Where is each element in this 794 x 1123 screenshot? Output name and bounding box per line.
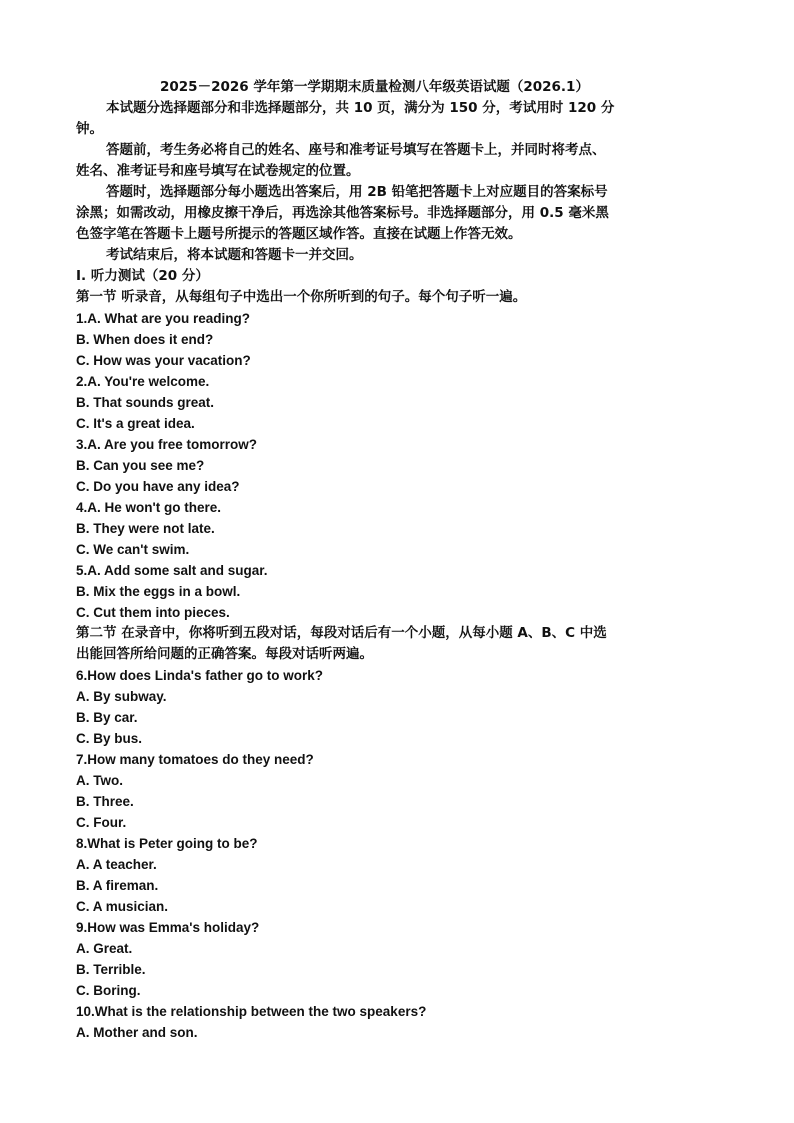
instruction-p1-line1: 本试题分选择题部分和非选择题部分，共 10 页，满分为 150 分，考试用时 120 分	[106, 100, 615, 116]
list-item: B. Can you see me?	[76, 458, 205, 473]
list-item: A. By subway.	[76, 689, 167, 704]
list-item: A. Great.	[76, 941, 133, 956]
list-item: 2.A. You're welcome.	[76, 374, 210, 389]
list-item: B. Mix the eggs in a bowl.	[76, 584, 241, 599]
list-item: B. That sounds great.	[76, 395, 215, 410]
instruction-p1-line2: 钟。	[76, 121, 103, 137]
list-item: C. Do you have any idea?	[76, 479, 240, 494]
question-7: 7.How many tomatoes do they need?	[76, 752, 314, 767]
list-item: A. A teacher.	[76, 857, 157, 872]
list-item: B. Three.	[76, 794, 134, 809]
list-item: C. Cut them into pieces.	[76, 605, 230, 620]
list-item: C. How was your vacation?	[76, 353, 251, 368]
question-9: 9.How was Emma's holiday?	[76, 920, 260, 935]
instruction-p3-line1: 答题时，选择题部分每小题选出答案后，用 2B 铅笔把答题卡上对应题目的答案标号	[106, 184, 608, 200]
list-item: C. Boring.	[76, 983, 141, 998]
list-item: B. A fireman.	[76, 878, 159, 893]
list-item: B. By car.	[76, 710, 138, 725]
part2-heading-line1: 第二节 在录音中，你将听到五段对话，每段对话后有一个小题，从每小题 A、B、C 中选	[76, 625, 607, 641]
list-item: A. Two.	[76, 773, 123, 788]
instruction-p3-line2: 涂黑；如需改动，用橡皮擦干净后，再选涂其他答案标号。非选择题部分，用 0.5 毫米黑	[76, 205, 609, 221]
list-item: A. Mother and son.	[76, 1025, 198, 1040]
section-heading: I. 听力测试（20 分）	[76, 268, 209, 284]
list-item: C. A musician.	[76, 899, 169, 914]
exam-title: 2025－2026 学年第一学期期末质量检测八年级英语试题（2026.1）	[160, 79, 589, 95]
instruction-p2-line2: 姓名、准考证号和座号填写在试卷规定的位置。	[76, 163, 360, 179]
part1-heading: 第一节 听录音，从每组句子中选出一个你所听到的句子。每个句子听一遍。	[76, 289, 527, 305]
question-6: 6.How does Linda's father go to work?	[76, 668, 323, 683]
question-8: 8.What is Peter going to be?	[76, 836, 258, 851]
list-item: C. We can't swim.	[76, 542, 190, 557]
part2-heading-line2: 出能回答所给问题的正确答案。每段对话听两遍。	[76, 646, 373, 662]
list-item: 5.A. Add some salt and sugar.	[76, 563, 268, 578]
list-item: C. Four.	[76, 815, 127, 830]
instruction-p4-line1: 考试结束后，将本试题和答题卡一并交回。	[106, 247, 363, 263]
list-item: B. When does it end?	[76, 332, 214, 347]
instruction-p3-line3: 色签字笔在答题卡上题号所提示的答题区域作答。直接在试题上作答无效。	[76, 226, 522, 242]
list-item: C. By bus.	[76, 731, 143, 746]
list-item: B. They were not late.	[76, 521, 215, 536]
instruction-p2-line1: 答题前，考生务必将自己的姓名、座号和准考证号填写在答题卡上，并同时将考点、	[106, 142, 606, 158]
question-10: 10.What is the relationship between the two speakers?	[76, 1004, 427, 1019]
list-item: 4.A. He won't go there.	[76, 500, 221, 515]
list-item: B. Terrible.	[76, 962, 146, 977]
list-item: 3.A. Are you free tomorrow?	[76, 437, 258, 452]
list-item: 1.A. What are you reading?	[76, 311, 251, 326]
list-item: C. It's a great idea.	[76, 416, 195, 431]
